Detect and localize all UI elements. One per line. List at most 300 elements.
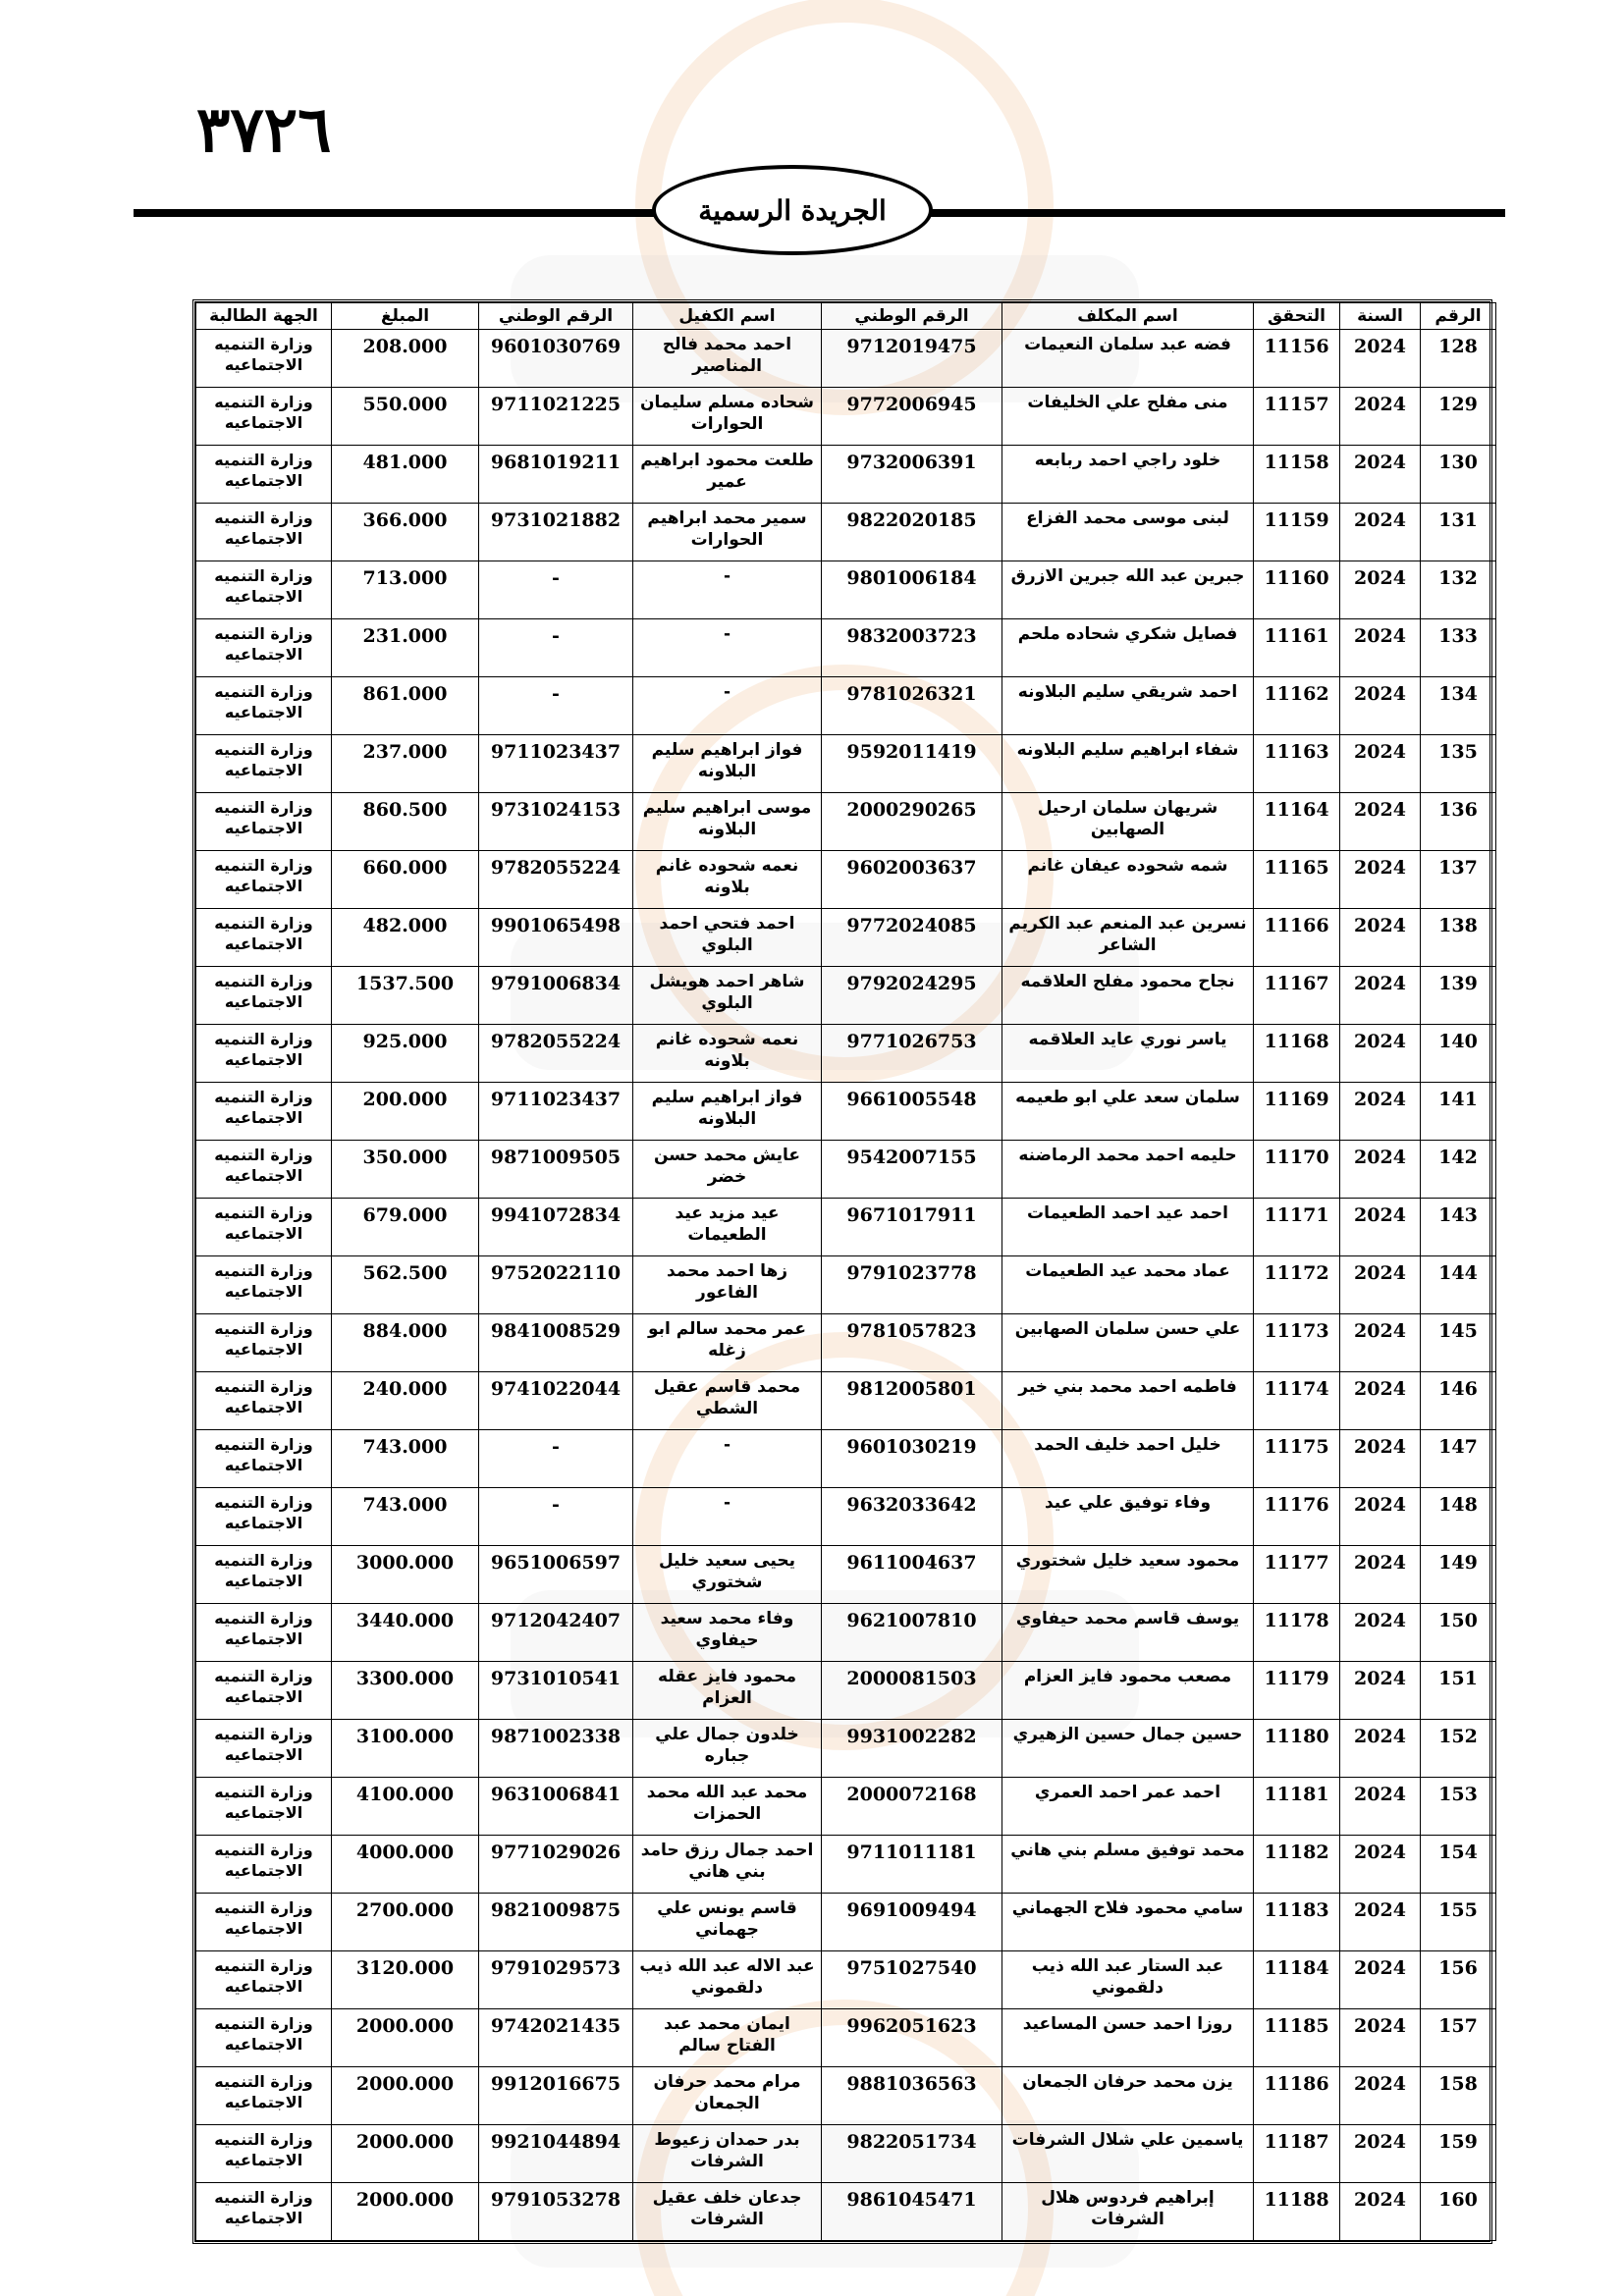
cell-invoice: 11157	[1254, 388, 1340, 446]
header-number: الرقم	[1421, 303, 1496, 330]
cell-invoice: 11166	[1254, 909, 1340, 967]
table-row	[196, 909, 1496, 967]
cell-invoice: 11171	[1254, 1199, 1340, 1256]
cell-amount: 884.000	[332, 1314, 479, 1372]
cell-debtor-name: ياسمين علي شلال الشرفات	[1002, 2125, 1254, 2183]
cell-year: 2024	[1340, 1314, 1421, 1372]
table-row	[196, 2183, 1496, 2241]
cell-number: 134	[1421, 677, 1496, 735]
cell-guarantor-national-id: 9711023437	[479, 1083, 633, 1141]
table-row	[196, 1836, 1496, 1894]
cell-number: 156	[1421, 1951, 1496, 2009]
cell-amount: 366.000	[332, 504, 479, 561]
cell-debtor-national-id: 9832003723	[822, 619, 1002, 677]
cell-debtor-name: فاطمه احمد محمد بني خير	[1002, 1372, 1254, 1430]
cell-guarantor-name: فواز ابراهيم سليم البلاونه	[633, 1083, 822, 1141]
cell-guarantor-name: طلعت محمود ابراهيم عمير	[633, 446, 822, 504]
cell-debtor-name: احمد عيد احمد الطعيمات	[1002, 1199, 1254, 1256]
cell-year: 2024	[1340, 330, 1421, 388]
cell-invoice: 11167	[1254, 967, 1340, 1025]
cell-amount: 3100.000	[332, 1720, 479, 1778]
cell-invoice: 11177	[1254, 1546, 1340, 1604]
cell-requesting-agency: وزارة التنميه الاجتماعيه	[196, 735, 332, 793]
cell-invoice: 11160	[1254, 561, 1340, 619]
cell-debtor-name: محمود سعيد خليل شختوري	[1002, 1546, 1254, 1604]
cell-debtor-name: سلمان سعد علي ابو طعيمه	[1002, 1083, 1254, 1141]
cell-debtor-name: نسرين عبد المنعم عبد الكريم الشاعر	[1002, 909, 1254, 967]
cell-amount: 3120.000	[332, 1951, 479, 2009]
cell-year: 2024	[1340, 1778, 1421, 1836]
table-row	[196, 2125, 1496, 2183]
cell-year: 2024	[1340, 1662, 1421, 1720]
cell-requesting-agency: وزارة التنميه الاجتماعيه	[196, 1951, 332, 2009]
cell-amount: 240.000	[332, 1372, 479, 1430]
table-row	[196, 851, 1496, 909]
cell-requesting-agency: وزارة التنميه الاجتماعيه	[196, 2067, 332, 2125]
cell-guarantor-name: -	[633, 1488, 822, 1546]
cell-debtor-national-id: 9772006945	[822, 388, 1002, 446]
table-row	[196, 2009, 1496, 2067]
records-table-frame	[192, 299, 1492, 2244]
cell-amount: 660.000	[332, 851, 479, 909]
cell-number: 155	[1421, 1894, 1496, 1951]
cell-debtor-national-id: 9592011419	[822, 735, 1002, 793]
cell-guarantor-national-id: 9791053278	[479, 2183, 633, 2241]
cell-invoice: 11179	[1254, 1662, 1340, 1720]
cell-number: 148	[1421, 1488, 1496, 1546]
cell-requesting-agency: وزارة التنميه الاجتماعيه	[196, 1372, 332, 1430]
cell-debtor-national-id: 9861045471	[822, 2183, 1002, 2241]
cell-invoice: 11159	[1254, 504, 1340, 561]
cell-requesting-agency: وزارة التنميه الاجتماعيه	[196, 677, 332, 735]
cell-requesting-agency: وزارة التنميه الاجتماعيه	[196, 1025, 332, 1083]
cell-invoice: 11176	[1254, 1488, 1340, 1546]
cell-guarantor-national-id: 9741022044	[479, 1372, 633, 1430]
cell-guarantor-name: -	[633, 677, 822, 735]
cell-guarantor-name: جدعان خلف عقيل الشرفات	[633, 2183, 822, 2241]
cell-guarantor-national-id: -	[479, 1488, 633, 1546]
cell-debtor-name: شريهان سلمان ارحيل الصهابين	[1002, 793, 1254, 851]
cell-amount: 2000.000	[332, 2125, 479, 2183]
records-table	[195, 302, 1496, 2241]
cell-amount: 925.000	[332, 1025, 479, 1083]
cell-year: 2024	[1340, 1141, 1421, 1199]
cell-guarantor-name: احمد فتحي احمد البلوي	[633, 909, 822, 967]
table-row	[196, 1951, 1496, 2009]
cell-year: 2024	[1340, 793, 1421, 851]
cell-requesting-agency: وزارة التنميه الاجتماعيه	[196, 446, 332, 504]
cell-debtor-national-id: 9671017911	[822, 1199, 1002, 1256]
cell-guarantor-name: مرام محمد حرفان الجمعان	[633, 2067, 822, 2125]
cell-debtor-national-id: 9792024295	[822, 967, 1002, 1025]
table-row	[196, 735, 1496, 793]
cell-number: 129	[1421, 388, 1496, 446]
table-row	[196, 1083, 1496, 1141]
cell-debtor-national-id: 9712019475	[822, 330, 1002, 388]
cell-debtor-name: شمه شحوده عيفان غانم	[1002, 851, 1254, 909]
cell-year: 2024	[1340, 1836, 1421, 1894]
header-guarantor-name: اسم الكفيل	[633, 303, 822, 330]
cell-debtor-name: منى مفلح علي الخليفات	[1002, 388, 1254, 446]
cell-amount: 4000.000	[332, 1836, 479, 1894]
cell-amount: 743.000	[332, 1488, 479, 1546]
cell-amount: 861.000	[332, 677, 479, 735]
table-row	[196, 1025, 1496, 1083]
cell-debtor-national-id: 9781057823	[822, 1314, 1002, 1372]
table-row	[196, 1256, 1496, 1314]
cell-invoice: 11181	[1254, 1778, 1340, 1836]
cell-debtor-national-id: 9962051623	[822, 2009, 1002, 2067]
cell-year: 2024	[1340, 1025, 1421, 1083]
page-number: ٣٧٢٦	[196, 93, 332, 167]
cell-debtor-name: لبنى موسى محمد الفزاع	[1002, 504, 1254, 561]
cell-debtor-name: جبرين عبد الله جبرين الازرق	[1002, 561, 1254, 619]
cell-requesting-agency: وزارة التنميه الاجتماعيه	[196, 1604, 332, 1662]
table-row	[196, 1662, 1496, 1720]
cell-number: 133	[1421, 619, 1496, 677]
cell-guarantor-national-id: 9912016675	[479, 2067, 633, 2125]
table-row	[196, 330, 1496, 388]
cell-guarantor-name: عيد مزيد عيد الطعيمات	[633, 1199, 822, 1256]
cell-invoice: 11165	[1254, 851, 1340, 909]
cell-guarantor-name: عمر محمد سالم ابو زغله	[633, 1314, 822, 1372]
cell-number: 132	[1421, 561, 1496, 619]
cell-number: 143	[1421, 1199, 1496, 1256]
cell-guarantor-name: قاسم يونس علي جهماني	[633, 1894, 822, 1951]
cell-year: 2024	[1340, 2067, 1421, 2125]
cell-number: 135	[1421, 735, 1496, 793]
cell-debtor-national-id: 9772024085	[822, 909, 1002, 967]
cell-guarantor-name: نعمه شحوده غانم بلاونه	[633, 851, 822, 909]
cell-debtor-national-id: 9611004637	[822, 1546, 1002, 1604]
cell-debtor-national-id: 9732006391	[822, 446, 1002, 504]
table-row	[196, 1314, 1496, 1372]
table-row	[196, 1894, 1496, 1951]
cell-number: 160	[1421, 2183, 1496, 2241]
cell-guarantor-name: -	[633, 619, 822, 677]
cell-requesting-agency: وزارة التنميه الاجتماعيه	[196, 793, 332, 851]
cell-debtor-national-id: 9781026321	[822, 677, 1002, 735]
table-row	[196, 1141, 1496, 1199]
cell-requesting-agency: وزارة التنميه الاجتماعيه	[196, 1546, 332, 1604]
table-row	[196, 1546, 1496, 1604]
header-year: السنة	[1340, 303, 1421, 330]
table-row	[196, 388, 1496, 446]
cell-debtor-national-id: 9542007155	[822, 1141, 1002, 1199]
table-row	[196, 1430, 1496, 1488]
cell-year: 2024	[1340, 967, 1421, 1025]
cell-guarantor-national-id: 9711021225	[479, 388, 633, 446]
cell-guarantor-national-id: 9731021882	[479, 504, 633, 561]
cell-amount: 2700.000	[332, 1894, 479, 1951]
cell-invoice: 11187	[1254, 2125, 1340, 2183]
cell-guarantor-name: سمير محمد ابراهيم الحوارات	[633, 504, 822, 561]
cell-guarantor-name: محمد قاسم عقيل الشطي	[633, 1372, 822, 1430]
cell-guarantor-name: ايمان محمد عبد الفتاح سالم	[633, 2009, 822, 2067]
cell-guarantor-national-id: 9731024153	[479, 793, 633, 851]
cell-invoice: 11163	[1254, 735, 1340, 793]
cell-year: 2024	[1340, 909, 1421, 967]
cell-guarantor-national-id: -	[479, 561, 633, 619]
cell-debtor-name: احمد شريقي سليم البلاونه	[1002, 677, 1254, 735]
cell-number: 140	[1421, 1025, 1496, 1083]
cell-requesting-agency: وزارة التنميه الاجتماعيه	[196, 909, 332, 967]
cell-year: 2024	[1340, 677, 1421, 735]
cell-requesting-agency: وزارة التنميه الاجتماعيه	[196, 1662, 332, 1720]
cell-number: 137	[1421, 851, 1496, 909]
table-row	[196, 1372, 1496, 1430]
table-row	[196, 446, 1496, 504]
cell-requesting-agency: وزارة التنميه الاجتماعيه	[196, 1141, 332, 1199]
cell-guarantor-national-id: 9791006834	[479, 967, 633, 1025]
cell-guarantor-national-id: 9601030769	[479, 330, 633, 388]
cell-year: 2024	[1340, 1083, 1421, 1141]
cell-debtor-name: احمد عمر احمد العمري	[1002, 1778, 1254, 1836]
table-body	[196, 330, 1496, 2241]
cell-requesting-agency: وزارة التنميه الاجتماعيه	[196, 1488, 332, 1546]
cell-requesting-agency: وزارة التنميه الاجتماعيه	[196, 1894, 332, 1951]
cell-year: 2024	[1340, 1430, 1421, 1488]
cell-invoice: 11180	[1254, 1720, 1340, 1778]
cell-debtor-national-id: 9822020185	[822, 504, 1002, 561]
cell-requesting-agency: وزارة التنميه الاجتماعيه	[196, 1836, 332, 1894]
cell-debtor-national-id: 9602003637	[822, 851, 1002, 909]
cell-invoice: 11173	[1254, 1314, 1340, 1372]
cell-number: 142	[1421, 1141, 1496, 1199]
cell-year: 2024	[1340, 1256, 1421, 1314]
cell-number: 139	[1421, 967, 1496, 1025]
cell-number: 144	[1421, 1256, 1496, 1314]
cell-guarantor-name: يحيى سعيد خليل شختوري	[633, 1546, 822, 1604]
header-debtor-national-id: الرقم الوطني	[822, 303, 1002, 330]
cell-year: 2024	[1340, 504, 1421, 561]
cell-guarantor-national-id: 9681019211	[479, 446, 633, 504]
cell-guarantor-name: احمد محمد فالح المناصير	[633, 330, 822, 388]
cell-guarantor-name: شاهر احمد هويشل البلوي	[633, 967, 822, 1025]
cell-debtor-name: سامي محمود فلاح الجهماني	[1002, 1894, 1254, 1951]
cell-number: 158	[1421, 2067, 1496, 2125]
cell-guarantor-national-id: 9782055224	[479, 851, 633, 909]
header-guarantor-national-id: الرقم الوطني	[479, 303, 633, 330]
cell-debtor-name: يوسف قاسم محمد حيفاوي	[1002, 1604, 1254, 1662]
cell-number: 146	[1421, 1372, 1496, 1430]
cell-debtor-name: عماد محمد عيد الطعيمات	[1002, 1256, 1254, 1314]
cell-requesting-agency: وزارة التنميه الاجتماعيه	[196, 561, 332, 619]
cell-debtor-name: حليمه احمد محمد الرماضنه	[1002, 1141, 1254, 1199]
table-row	[196, 1778, 1496, 1836]
cell-guarantor-national-id: 9742021435	[479, 2009, 633, 2067]
cell-debtor-national-id: 9661005548	[822, 1083, 1002, 1141]
cell-requesting-agency: وزارة التنميه الاجتماعيه	[196, 1778, 332, 1836]
header-invoice: التحقق	[1254, 303, 1340, 330]
cell-amount: 562.500	[332, 1256, 479, 1314]
cell-guarantor-national-id: 9901065498	[479, 909, 633, 967]
cell-debtor-national-id: 9601030219	[822, 1430, 1002, 1488]
cell-guarantor-name: شحاده مسلم سليمان الحوارات	[633, 388, 822, 446]
cell-debtor-national-id: 9711011181	[822, 1836, 1002, 1894]
header-oval	[652, 165, 933, 255]
table-row	[196, 504, 1496, 561]
cell-invoice: 11174	[1254, 1372, 1340, 1430]
cell-amount: 3440.000	[332, 1604, 479, 1662]
cell-debtor-national-id: 9812005801	[822, 1372, 1002, 1430]
cell-amount: 2000.000	[332, 2183, 479, 2241]
cell-invoice: 11172	[1254, 1256, 1340, 1314]
cell-year: 2024	[1340, 1604, 1421, 1662]
cell-debtor-name: خلود راجي احمد ربابعه	[1002, 446, 1254, 504]
cell-guarantor-name: محمود فايز عقله العزام	[633, 1662, 822, 1720]
cell-requesting-agency: وزارة التنميه الاجتماعيه	[196, 2125, 332, 2183]
cell-number: 145	[1421, 1314, 1496, 1372]
table-row	[196, 2067, 1496, 2125]
header-requesting-agency: الجهة الطالبة	[196, 303, 332, 330]
cell-amount: 860.500	[332, 793, 479, 851]
cell-guarantor-name: وفاء محمد سعيد حيفاوي	[633, 1604, 822, 1662]
cell-debtor-national-id: 2000081503	[822, 1662, 1002, 1720]
cell-guarantor-name: بدر حمدان زعيوط الشرفات	[633, 2125, 822, 2183]
cell-number: 149	[1421, 1546, 1496, 1604]
cell-invoice: 11178	[1254, 1604, 1340, 1662]
cell-amount: 231.000	[332, 619, 479, 677]
cell-invoice: 11158	[1254, 446, 1340, 504]
cell-invoice: 11185	[1254, 2009, 1340, 2067]
cell-year: 2024	[1340, 1951, 1421, 2009]
cell-debtor-name: عبد الستار عبد الله ذيب دلقموني	[1002, 1951, 1254, 2009]
gazette-title: الجريدة الرسمية	[698, 193, 887, 227]
cell-year: 2024	[1340, 1894, 1421, 1951]
cell-year: 2024	[1340, 1488, 1421, 1546]
cell-guarantor-national-id: 9752022110	[479, 1256, 633, 1314]
cell-guarantor-national-id: 9871009505	[479, 1141, 633, 1199]
table-row	[196, 1604, 1496, 1662]
table-row	[196, 677, 1496, 735]
cell-debtor-name: شفاء ابراهيم سليم البلاونه	[1002, 735, 1254, 793]
cell-debtor-national-id: 9822051734	[822, 2125, 1002, 2183]
cell-amount: 679.000	[332, 1199, 479, 1256]
cell-guarantor-national-id: 9711023437	[479, 735, 633, 793]
cell-guarantor-national-id: 9631006841	[479, 1778, 633, 1836]
cell-guarantor-name: خلدون جمال علي جباره	[633, 1720, 822, 1778]
table-header-row	[196, 303, 1496, 330]
table-row	[196, 1199, 1496, 1256]
cell-guarantor-national-id: 9791029573	[479, 1951, 633, 2009]
cell-year: 2024	[1340, 1372, 1421, 1430]
cell-guarantor-name: -	[633, 1430, 822, 1488]
cell-debtor-name: يزن محمد حرفان الجمعان	[1002, 2067, 1254, 2125]
cell-requesting-agency: وزارة التنميه الاجتماعيه	[196, 2009, 332, 2067]
cell-guarantor-national-id: -	[479, 677, 633, 735]
cell-requesting-agency: وزارة التنميه الاجتماعيه	[196, 619, 332, 677]
cell-invoice: 11186	[1254, 2067, 1340, 2125]
cell-guarantor-name: زها احمد محمد الفاعور	[633, 1256, 822, 1314]
cell-invoice: 11170	[1254, 1141, 1340, 1199]
cell-guarantor-national-id: 9941072834	[479, 1199, 633, 1256]
cell-guarantor-national-id: 9821009875	[479, 1894, 633, 1951]
cell-debtor-name: نجاح محمود مفلح العلاقمه	[1002, 967, 1254, 1025]
cell-invoice: 11161	[1254, 619, 1340, 677]
cell-invoice: 11162	[1254, 677, 1340, 735]
cell-debtor-name: فصايل شكري شحاده ملحم	[1002, 619, 1254, 677]
cell-year: 2024	[1340, 388, 1421, 446]
cell-debtor-name: مصعب محمود فايز العزام	[1002, 1662, 1254, 1720]
cell-requesting-agency: وزارة التنميه الاجتماعيه	[196, 504, 332, 561]
cell-number: 141	[1421, 1083, 1496, 1141]
cell-debtor-national-id: 9791023778	[822, 1256, 1002, 1314]
cell-number: 151	[1421, 1662, 1496, 1720]
cell-debtor-national-id: 9801006184	[822, 561, 1002, 619]
cell-guarantor-name: عايش محمد حسن خضر	[633, 1141, 822, 1199]
cell-amount: 482.000	[332, 909, 479, 967]
header-amount: المبلغ	[332, 303, 479, 330]
cell-debtor-national-id: 9632033642	[822, 1488, 1002, 1546]
cell-debtor-national-id: 9691009494	[822, 1894, 1002, 1951]
cell-invoice: 11156	[1254, 330, 1340, 388]
cell-debtor-national-id: 9771026753	[822, 1025, 1002, 1083]
cell-guarantor-national-id: 9782055224	[479, 1025, 633, 1083]
header-debtor-name: اسم المكلف	[1002, 303, 1254, 330]
cell-guarantor-name: احمد جمال رزق حامد بني هاني	[633, 1836, 822, 1894]
table-row	[196, 619, 1496, 677]
cell-number: 159	[1421, 2125, 1496, 2183]
cell-number: 154	[1421, 1836, 1496, 1894]
cell-amount: 208.000	[332, 330, 479, 388]
cell-amount: 237.000	[332, 735, 479, 793]
cell-debtor-name: روزا احمد حسن المساعيد	[1002, 2009, 1254, 2067]
cell-invoice: 11169	[1254, 1083, 1340, 1141]
cell-requesting-agency: وزارة التنميه الاجتماعيه	[196, 1430, 332, 1488]
cell-requesting-agency: وزارة التنميه الاجتماعيه	[196, 2183, 332, 2241]
cell-guarantor-name: نعمه شحوده غانم بلاونه	[633, 1025, 822, 1083]
cell-number: 157	[1421, 2009, 1496, 2067]
cell-debtor-national-id: 9931002282	[822, 1720, 1002, 1778]
cell-year: 2024	[1340, 735, 1421, 793]
cell-year: 2024	[1340, 1720, 1421, 1778]
cell-invoice: 11164	[1254, 793, 1340, 851]
cell-debtor-name: فضه عبد سلمان النعيمات	[1002, 330, 1254, 388]
cell-amount: 743.000	[332, 1430, 479, 1488]
cell-requesting-agency: وزارة التنميه الاجتماعيه	[196, 1256, 332, 1314]
cell-year: 2024	[1340, 1546, 1421, 1604]
cell-number: 136	[1421, 793, 1496, 851]
cell-invoice: 11188	[1254, 2183, 1340, 2241]
table-row	[196, 793, 1496, 851]
cell-debtor-national-id: 2000072168	[822, 1778, 1002, 1836]
cell-amount: 1537.500	[332, 967, 479, 1025]
cell-requesting-agency: وزارة التنميه الاجتماعيه	[196, 1083, 332, 1141]
table-row	[196, 967, 1496, 1025]
cell-invoice: 11168	[1254, 1025, 1340, 1083]
cell-number: 150	[1421, 1604, 1496, 1662]
cell-guarantor-name: محمد عبد الله محمد الحمزات	[633, 1778, 822, 1836]
table-row	[196, 1720, 1496, 1778]
cell-guarantor-name: فواز ابراهيم سليم البلاونه	[633, 735, 822, 793]
cell-number: 128	[1421, 330, 1496, 388]
cell-guarantor-national-id: 9871002338	[479, 1720, 633, 1778]
cell-debtor-national-id: 2000290265	[822, 793, 1002, 851]
cell-amount: 550.000	[332, 388, 479, 446]
cell-guarantor-national-id: 9921044894	[479, 2125, 633, 2183]
cell-guarantor-national-id: 9712042407	[479, 1604, 633, 1662]
cell-guarantor-national-id: 9771029026	[479, 1836, 633, 1894]
cell-debtor-name: وفاء توفيق علي عيد	[1002, 1488, 1254, 1546]
cell-guarantor-name: موسى ابراهيم سليم البلاونه	[633, 793, 822, 851]
cell-debtor-national-id: 9881036563	[822, 2067, 1002, 2125]
cell-amount: 3000.000	[332, 1546, 479, 1604]
cell-debtor-name: خليل احمد خليف الحمد	[1002, 1430, 1254, 1488]
cell-invoice: 11184	[1254, 1951, 1340, 2009]
cell-debtor-national-id: 9621007810	[822, 1604, 1002, 1662]
cell-amount: 4100.000	[332, 1778, 479, 1836]
